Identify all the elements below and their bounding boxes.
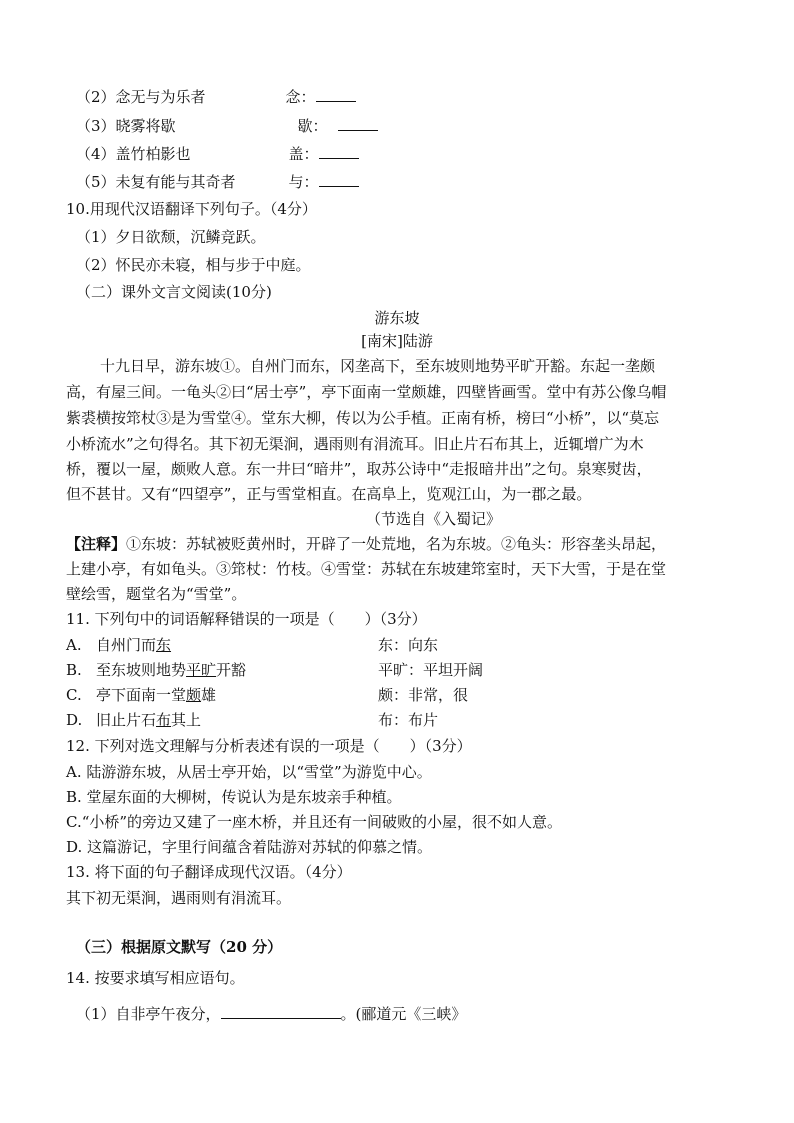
option-text: 亭下面南一堂 <box>96 686 187 704</box>
q9-item-3 <box>76 115 378 136</box>
option-text: 开豁 <box>216 661 247 679</box>
item-gloss: 与： <box>288 173 319 191</box>
q12-stem: 12. 下列对选文理解与分析表述有误的一项是（ ）（3分） <box>66 737 472 755</box>
q10-stem: 10.用现代汉语翻译下列句子。（4分） <box>66 200 317 218</box>
option-gloss: 颇：非常，很 <box>378 686 469 704</box>
q12-option-c[interactable]: C.“小桥”的旁边又建了一座木桥，并且还有一间破败的小屋，很不如人意。 <box>66 813 563 831</box>
underlined-word: 颇 <box>186 686 202 704</box>
q11-stem: 11. 下列句中的词语解释错误的一项是（ ）（3分） <box>66 610 427 628</box>
item-gloss: 歇： <box>297 117 328 135</box>
q13-sentence: 其下初无渠涧，遇雨则有涓流耳。 <box>66 889 292 907</box>
option-gloss: 平旷：平坦开阔 <box>378 661 484 679</box>
passage-line: 十九日早，游东坡①。自州门而东，冈垄高下，至东坡则地势平旷开豁。东起一垄颇 <box>100 357 656 375</box>
passage-line: 但不甚甘。又有“四望亭”，正与雪堂相直。在高阜上，览观江山，为一郡之最。 <box>66 485 592 503</box>
notes-label: 【注释】 <box>66 535 127 553</box>
q14-stem: 14. 按要求填写相应语句。 <box>66 969 245 987</box>
option-text: 自州门而 <box>96 636 157 654</box>
item-gloss: 盖： <box>288 145 319 163</box>
notes-text: ①东坡：苏轼被贬黄州时，开辟了一处荒地，名为东坡。②龟头：形容垄头昂起， <box>126 535 667 553</box>
q10-sentence-1: （1）夕日欲颓，沉鳞竞跃。 <box>76 228 266 246</box>
notes-line: 上建小亭，有如龟头。③筇杖：竹枝。④雪堂：苏轼在东坡建筇室时，天下大雪，于是在堂 <box>66 560 667 578</box>
item-source: 。(郦道元《三峡》 <box>340 1005 467 1023</box>
q12-option-d[interactable]: D. 这篇游记，字里行间蕴含着陆游对苏轼的仰慕之情。 <box>66 838 433 856</box>
item-gloss: 念： <box>285 88 316 106</box>
section-heading: （二）课外文言文阅读(10分) <box>76 283 272 301</box>
q11-option-a[interactable] <box>66 635 766 655</box>
item-number: （2） <box>76 88 116 106</box>
passage-line: 小桥流水”之句得名。其下初无渠涧，遇雨则有涓流耳。旧止片石布其上，近辄增广为木 <box>66 435 644 453</box>
option-text: 至东坡则地势 <box>96 661 187 679</box>
notes-line <box>66 534 666 554</box>
underlined-word: 布 <box>156 711 172 729</box>
item-phrase: 晓雾将歇 <box>115 117 176 135</box>
option-text: 旧止片石 <box>96 711 157 729</box>
item-number: （5） <box>76 173 116 191</box>
option-label: A. <box>66 636 82 654</box>
option-text: 雄 <box>201 686 217 704</box>
option-text: 其上 <box>171 711 202 729</box>
passage-line: 紫裘横按筇杖③是为雪堂④。堂东大柳，传以为公手植。正南有桥，榜曰“小桥”，以“莫忘 <box>66 409 660 427</box>
q9-item-5 <box>76 171 359 192</box>
q11-option-d[interactable] <box>66 710 766 730</box>
q12-option-a[interactable]: A. 陆游游东坡，从居士亭开始，以“雪堂”为游览中心。 <box>66 763 432 781</box>
q11-option-c[interactable] <box>66 685 766 705</box>
option-gloss: 东：向东 <box>378 636 439 654</box>
answer-blank[interactable] <box>338 115 378 131</box>
q13-stem: 13. 将下面的句子翻译成现代汉语。（4分） <box>66 863 352 881</box>
option-label: D. <box>66 711 83 729</box>
option-label: B. <box>66 661 82 679</box>
q9-item-2 <box>76 86 356 107</box>
q14-item-1 <box>76 1003 466 1024</box>
passage-line: 桥，覆以一屋，颇败人意。东一井曰“暗井”，取苏公诗中“走报暗井出”之句。泉寒熨齿， <box>66 460 652 478</box>
q10-sentence-2: （2）怀民亦未寝，相与步于中庭。 <box>76 256 311 274</box>
underlined-word: 东 <box>156 636 172 654</box>
item-text: （1）自非亭午夜分， <box>76 1005 221 1023</box>
answer-blank[interactable] <box>221 1003 341 1019</box>
passage-author: [南宋]陆游 <box>361 332 433 350</box>
passage-source: （节选自《入蜀记》 <box>366 510 502 528</box>
notes-line: 壁绘雪，题堂名为“雪堂”。 <box>66 585 247 603</box>
passage-line: 高，有屋三间。一龟头②曰“居士亭”，亭下面南一堂颇雄，四壁皆画雪。堂中有苏公像乌帽 <box>66 383 667 401</box>
passage-title: 游东坡 <box>374 309 420 327</box>
underlined-word: 平旷 <box>186 661 217 679</box>
q11-option-b[interactable] <box>66 660 766 680</box>
q12-option-b[interactable]: B. 堂屋东面的大柳树，传说认为是东坡亲手种植。 <box>66 788 402 806</box>
item-phrase: 未复有能与其奇者 <box>115 173 236 191</box>
section-heading: （三）根据原文默写（20 分） <box>76 938 283 956</box>
option-gloss: 布：布片 <box>378 711 439 729</box>
option-label: C. <box>66 686 82 704</box>
answer-blank[interactable] <box>319 143 359 159</box>
answer-blank[interactable] <box>316 86 356 102</box>
q9-item-4 <box>76 143 359 164</box>
item-number: （3） <box>76 117 116 135</box>
item-phrase: 盖竹柏影也 <box>115 145 191 163</box>
answer-blank[interactable] <box>319 171 359 187</box>
item-number: （4） <box>76 145 116 163</box>
item-phrase: 念无与为乐者 <box>115 88 206 106</box>
